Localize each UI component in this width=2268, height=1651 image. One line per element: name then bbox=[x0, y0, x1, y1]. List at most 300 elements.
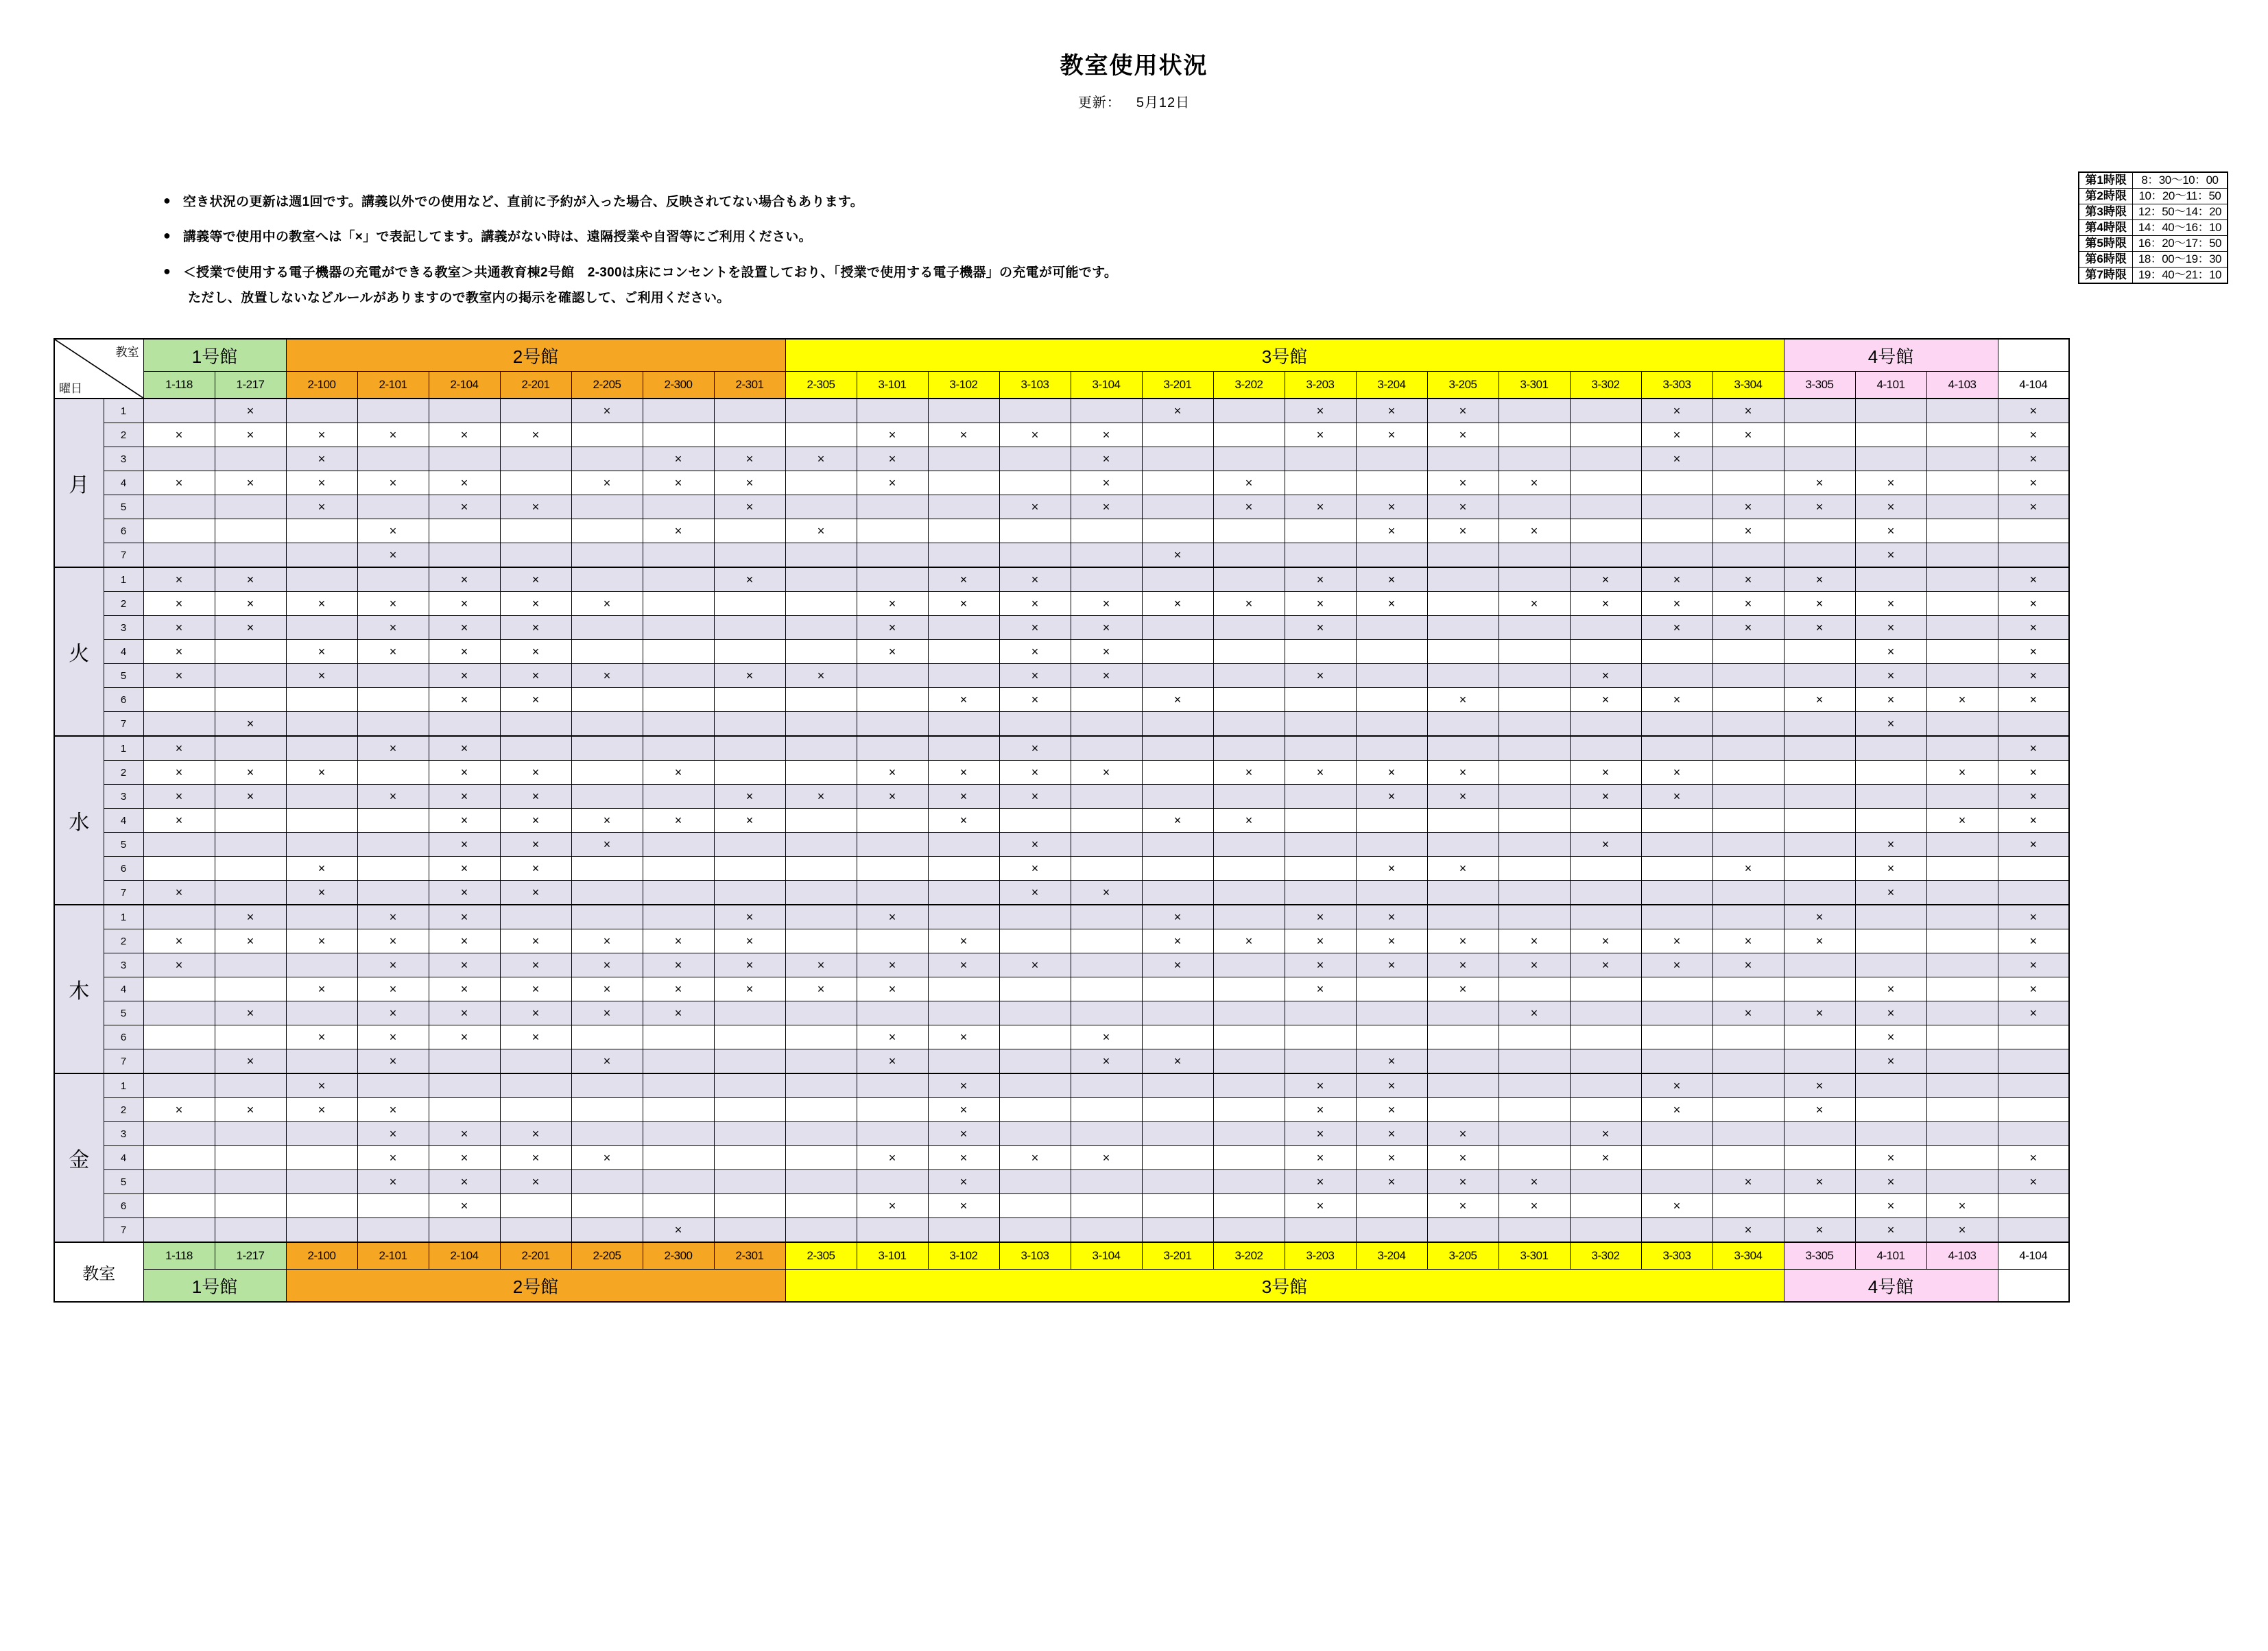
usage-cell bbox=[1142, 736, 1213, 761]
usage-cell bbox=[1499, 1098, 1570, 1122]
period-legend-row bbox=[2079, 236, 2228, 252]
usage-cell: × bbox=[643, 471, 714, 495]
usage-cell bbox=[1855, 423, 1926, 447]
usage-cell: × bbox=[1570, 664, 1641, 688]
usage-cell bbox=[357, 495, 429, 519]
usage-cell bbox=[1499, 712, 1570, 737]
usage-cell bbox=[714, 857, 785, 881]
usage-cell bbox=[1142, 785, 1213, 809]
room-header-3-201: 3-201 bbox=[1142, 372, 1213, 399]
usage-cell bbox=[1285, 471, 1356, 495]
usage-cell bbox=[1784, 399, 1855, 423]
usage-cell bbox=[857, 1218, 928, 1243]
room-header-3-204: 3-204 bbox=[1356, 372, 1427, 399]
usage-cell bbox=[1926, 543, 1998, 568]
usage-cell: × bbox=[1855, 471, 1926, 495]
usage-cell bbox=[785, 1049, 857, 1074]
usage-cell bbox=[143, 1122, 215, 1146]
usage-cell: × bbox=[286, 664, 357, 688]
usage-cell: × bbox=[857, 953, 928, 977]
usage-cell: × bbox=[785, 664, 857, 688]
usage-cell bbox=[571, 519, 643, 543]
period-legend-time: 8：30～10：00 bbox=[2132, 172, 2228, 189]
usage-cell bbox=[643, 785, 714, 809]
usage-cell bbox=[1570, 881, 1641, 905]
usage-cell bbox=[1926, 1098, 1998, 1122]
usage-cell bbox=[714, 761, 785, 785]
usage-cell: × bbox=[1712, 953, 1784, 977]
usage-cell bbox=[643, 1194, 714, 1218]
usage-cell bbox=[215, 736, 286, 761]
usage-cell bbox=[857, 929, 928, 953]
usage-cell bbox=[1712, 905, 1784, 929]
usage-cell bbox=[1427, 1001, 1499, 1025]
usage-cell: × bbox=[1071, 1049, 1142, 1074]
usage-cell bbox=[1855, 1098, 1926, 1122]
usage-cell: × bbox=[571, 1049, 643, 1074]
usage-cell: × bbox=[215, 399, 286, 423]
usage-cell bbox=[1641, 640, 1712, 664]
usage-cell bbox=[1285, 809, 1356, 833]
room-header-3-302: 3-302 bbox=[1570, 372, 1641, 399]
usage-cell: × bbox=[357, 1098, 429, 1122]
usage-cell bbox=[1641, 712, 1712, 737]
usage-cell bbox=[1926, 423, 1998, 447]
usage-cell: × bbox=[1712, 1001, 1784, 1025]
usage-cell: × bbox=[143, 1098, 215, 1122]
usage-cell: × bbox=[1356, 495, 1427, 519]
usage-cell bbox=[857, 736, 928, 761]
usage-cell bbox=[1926, 471, 1998, 495]
usage-cell: × bbox=[1784, 929, 1855, 953]
usage-cell bbox=[1071, 736, 1142, 761]
usage-cell bbox=[571, 447, 643, 471]
usage-cell bbox=[1784, 1194, 1855, 1218]
usage-cell: × bbox=[357, 519, 429, 543]
usage-cell bbox=[1570, 616, 1641, 640]
usage-cell: × bbox=[1499, 592, 1570, 616]
usage-cell: × bbox=[857, 761, 928, 785]
usage-cell bbox=[1998, 519, 2069, 543]
usage-cell bbox=[1926, 1001, 1998, 1025]
usage-cell: × bbox=[1784, 1170, 1855, 1194]
usage-cell bbox=[286, 1218, 357, 1243]
usage-cell: × bbox=[714, 785, 785, 809]
period-label: 1 bbox=[104, 905, 143, 929]
day-label-水: 水 bbox=[54, 736, 104, 905]
usage-cell: × bbox=[1142, 592, 1213, 616]
usage-cell bbox=[143, 1194, 215, 1218]
usage-cell: × bbox=[429, 567, 500, 592]
usage-cell bbox=[1712, 1073, 1784, 1098]
usage-cell bbox=[143, 1049, 215, 1074]
footer-room-header-2-100: 2-100 bbox=[286, 1242, 357, 1270]
footer-room-header-1-118: 1-118 bbox=[143, 1242, 215, 1270]
usage-cell bbox=[1926, 736, 1998, 761]
usage-cell: × bbox=[500, 953, 571, 977]
usage-cell bbox=[286, 543, 357, 568]
bullet-icon: ● bbox=[163, 193, 171, 207]
usage-cell bbox=[1427, 833, 1499, 857]
usage-cell: × bbox=[1356, 761, 1427, 785]
usage-cell bbox=[143, 399, 215, 423]
usage-cell bbox=[286, 567, 357, 592]
usage-cell: × bbox=[857, 423, 928, 447]
usage-cell: × bbox=[500, 977, 571, 1001]
usage-cell bbox=[1926, 1146, 1998, 1170]
usage-cell bbox=[143, 833, 215, 857]
usage-cell bbox=[1285, 543, 1356, 568]
usage-cell bbox=[1784, 736, 1855, 761]
usage-cell bbox=[1499, 736, 1570, 761]
room-header-3-104: 3-104 bbox=[1071, 372, 1142, 399]
usage-cell bbox=[1641, 664, 1712, 688]
usage-cell bbox=[1784, 977, 1855, 1001]
usage-cell: × bbox=[1998, 785, 2069, 809]
usage-cell bbox=[999, 929, 1071, 953]
usage-cell bbox=[1784, 857, 1855, 881]
usage-cell: × bbox=[928, 1025, 999, 1049]
usage-cell bbox=[1356, 616, 1427, 640]
usage-cell bbox=[1213, 953, 1285, 977]
usage-cell bbox=[1570, 857, 1641, 881]
usage-cell: × bbox=[500, 640, 571, 664]
usage-cell: × bbox=[1998, 1146, 2069, 1170]
usage-cell bbox=[1570, 1049, 1641, 1074]
period-label: 3 bbox=[104, 785, 143, 809]
usage-cell bbox=[1356, 447, 1427, 471]
usage-cell bbox=[1213, 567, 1285, 592]
usage-cell bbox=[429, 399, 500, 423]
usage-cell bbox=[1071, 1218, 1142, 1243]
usage-cell: × bbox=[1356, 1049, 1427, 1074]
building-header-4: 4号館 bbox=[1784, 339, 1998, 372]
usage-cell: × bbox=[215, 423, 286, 447]
usage-cell: × bbox=[1071, 1146, 1142, 1170]
usage-cell: × bbox=[999, 592, 1071, 616]
usage-cell bbox=[143, 1218, 215, 1243]
usage-cell: × bbox=[500, 495, 571, 519]
usage-cell bbox=[643, 616, 714, 640]
usage-cell bbox=[1285, 712, 1356, 737]
usage-cell: × bbox=[1998, 495, 2069, 519]
usage-cell bbox=[286, 399, 357, 423]
usage-cell: × bbox=[1213, 809, 1285, 833]
usage-cell bbox=[143, 543, 215, 568]
usage-cell bbox=[643, 1098, 714, 1122]
usage-cell bbox=[785, 1122, 857, 1146]
usage-cell bbox=[1926, 1049, 1998, 1074]
usage-cell bbox=[215, 857, 286, 881]
usage-cell bbox=[1998, 881, 2069, 905]
usage-cell bbox=[1998, 1194, 2069, 1218]
period-legend-name: 第1時限 bbox=[2079, 172, 2132, 189]
usage-cell bbox=[1998, 712, 2069, 737]
usage-cell bbox=[143, 519, 215, 543]
usage-cell bbox=[215, 881, 286, 905]
usage-cell: × bbox=[429, 471, 500, 495]
usage-cell: × bbox=[1641, 567, 1712, 592]
usage-grid bbox=[53, 338, 2070, 1303]
usage-cell bbox=[1427, 447, 1499, 471]
usage-cell bbox=[999, 1194, 1071, 1218]
usage-cell bbox=[1499, 1049, 1570, 1074]
usage-cell bbox=[1712, 1049, 1784, 1074]
usage-cell bbox=[643, 881, 714, 905]
usage-cell bbox=[286, 1170, 357, 1194]
usage-cell: × bbox=[1142, 953, 1213, 977]
usage-cell: × bbox=[1356, 905, 1427, 929]
usage-cell: × bbox=[1285, 592, 1356, 616]
usage-cell: × bbox=[1855, 1049, 1926, 1074]
usage-cell: × bbox=[1712, 592, 1784, 616]
period-legend-name: 第2時限 bbox=[2079, 189, 2132, 204]
usage-cell: × bbox=[1855, 857, 1926, 881]
usage-cell bbox=[999, 1098, 1071, 1122]
usage-cell bbox=[643, 495, 714, 519]
usage-cell bbox=[1071, 977, 1142, 1001]
usage-cell bbox=[1356, 543, 1427, 568]
usage-cell: × bbox=[1998, 833, 2069, 857]
usage-cell bbox=[143, 1073, 215, 1098]
usage-cell: × bbox=[643, 447, 714, 471]
usage-cell bbox=[1855, 447, 1926, 471]
usage-cell bbox=[571, 543, 643, 568]
room-header-3-101: 3-101 bbox=[857, 372, 928, 399]
period-label: 6 bbox=[104, 1025, 143, 1049]
usage-cell bbox=[429, 543, 500, 568]
usage-cell: × bbox=[1071, 592, 1142, 616]
usage-cell: × bbox=[999, 857, 1071, 881]
usage-cell bbox=[357, 1218, 429, 1243]
period-legend-row bbox=[2079, 204, 2228, 220]
usage-cell bbox=[1285, 1001, 1356, 1025]
usage-cell bbox=[1570, 1025, 1641, 1049]
usage-cell bbox=[1142, 1073, 1213, 1098]
usage-cell bbox=[1356, 1025, 1427, 1049]
usage-cell bbox=[1142, 1194, 1213, 1218]
usage-cell bbox=[215, 809, 286, 833]
usage-cell bbox=[1213, 881, 1285, 905]
usage-cell: × bbox=[1712, 857, 1784, 881]
usage-cell bbox=[1998, 1073, 2069, 1098]
table-row bbox=[54, 977, 2069, 1001]
usage-cell bbox=[1926, 399, 1998, 423]
footer-room-header-3-203: 3-203 bbox=[1285, 1242, 1356, 1270]
usage-cell bbox=[1427, 736, 1499, 761]
usage-cell: × bbox=[857, 785, 928, 809]
usage-cell bbox=[357, 712, 429, 737]
usage-cell: × bbox=[429, 640, 500, 664]
period-label: 5 bbox=[104, 664, 143, 688]
building-header-3: 3号館 bbox=[785, 339, 1784, 372]
usage-cell bbox=[1427, 567, 1499, 592]
usage-cell bbox=[429, 1073, 500, 1098]
usage-cell bbox=[1213, 688, 1285, 712]
usage-cell bbox=[1712, 1194, 1784, 1218]
period-label: 4 bbox=[104, 1146, 143, 1170]
period-legend-row bbox=[2079, 172, 2228, 189]
usage-cell: × bbox=[1784, 616, 1855, 640]
usage-cell bbox=[1142, 495, 1213, 519]
usage-cell bbox=[1142, 447, 1213, 471]
table-row bbox=[54, 423, 2069, 447]
room-header-4-101: 4-101 bbox=[1855, 372, 1926, 399]
table-row bbox=[54, 953, 2069, 977]
footer-room-header-3-304: 3-304 bbox=[1712, 1242, 1784, 1270]
usage-cell bbox=[143, 1025, 215, 1049]
usage-cell: × bbox=[714, 953, 785, 977]
usage-cell bbox=[1570, 399, 1641, 423]
usage-cell bbox=[714, 423, 785, 447]
table-row bbox=[54, 1073, 2069, 1098]
usage-cell: × bbox=[429, 1122, 500, 1146]
usage-cell bbox=[714, 1025, 785, 1049]
usage-cell bbox=[1285, 519, 1356, 543]
usage-cell: × bbox=[1499, 1001, 1570, 1025]
usage-cell bbox=[1142, 519, 1213, 543]
period-legend-time: 16：20～17：50 bbox=[2132, 236, 2228, 252]
usage-cell: × bbox=[1570, 761, 1641, 785]
usage-cell: × bbox=[785, 447, 857, 471]
usage-cell bbox=[143, 712, 215, 737]
usage-cell bbox=[1071, 833, 1142, 857]
usage-cell bbox=[571, 1194, 643, 1218]
usage-cell bbox=[500, 1218, 571, 1243]
period-label: 5 bbox=[104, 833, 143, 857]
usage-cell: × bbox=[429, 857, 500, 881]
usage-cell bbox=[999, 1122, 1071, 1146]
usage-cell: × bbox=[1998, 905, 2069, 929]
usage-cell bbox=[1855, 1073, 1926, 1098]
usage-cell: × bbox=[500, 1146, 571, 1170]
usage-cell: × bbox=[571, 809, 643, 833]
usage-cell: × bbox=[999, 1146, 1071, 1170]
usage-cell: × bbox=[1712, 567, 1784, 592]
usage-cell bbox=[215, 447, 286, 471]
usage-cell bbox=[571, 881, 643, 905]
period-label: 2 bbox=[104, 761, 143, 785]
usage-cell bbox=[1427, 543, 1499, 568]
usage-cell bbox=[1712, 712, 1784, 737]
usage-cell bbox=[1071, 712, 1142, 737]
page-title: 教室使用状況 bbox=[1060, 53, 1208, 79]
usage-cell bbox=[1784, 664, 1855, 688]
usage-cell bbox=[714, 1073, 785, 1098]
usage-cell bbox=[1499, 905, 1570, 929]
usage-cell: × bbox=[1356, 519, 1427, 543]
usage-cell: × bbox=[1071, 447, 1142, 471]
usage-cell bbox=[1356, 664, 1427, 688]
usage-cell bbox=[928, 833, 999, 857]
usage-cell bbox=[714, 1194, 785, 1218]
usage-cell bbox=[928, 712, 999, 737]
usage-cell bbox=[785, 761, 857, 785]
usage-cell bbox=[1712, 761, 1784, 785]
table-row bbox=[54, 543, 2069, 568]
usage-cell: × bbox=[571, 977, 643, 1001]
usage-cell: × bbox=[357, 1049, 429, 1074]
usage-cell bbox=[1784, 809, 1855, 833]
usage-cell: × bbox=[928, 953, 999, 977]
usage-cell bbox=[1570, 519, 1641, 543]
usage-cell: × bbox=[1570, 567, 1641, 592]
usage-cell: × bbox=[1784, 1098, 1855, 1122]
usage-cell: × bbox=[857, 616, 928, 640]
grid-room-header-row bbox=[54, 372, 2069, 399]
usage-cell bbox=[1142, 712, 1213, 737]
usage-cell bbox=[1926, 447, 1998, 471]
usage-cell bbox=[571, 616, 643, 640]
usage-cell bbox=[1499, 640, 1570, 664]
usage-cell bbox=[1142, 640, 1213, 664]
usage-cell bbox=[714, 833, 785, 857]
usage-cell: × bbox=[857, 640, 928, 664]
usage-cell bbox=[1213, 1122, 1285, 1146]
period-label: 6 bbox=[104, 1194, 143, 1218]
usage-cell: × bbox=[1142, 543, 1213, 568]
usage-cell: × bbox=[1356, 1098, 1427, 1122]
usage-cell bbox=[1427, 881, 1499, 905]
usage-cell bbox=[928, 519, 999, 543]
usage-cell bbox=[357, 857, 429, 881]
table-row bbox=[54, 664, 2069, 688]
usage-cell bbox=[1213, 1218, 1285, 1243]
usage-cell: × bbox=[1213, 929, 1285, 953]
usage-cell bbox=[143, 1146, 215, 1170]
usage-cell bbox=[1712, 664, 1784, 688]
usage-cell bbox=[928, 1049, 999, 1074]
usage-cell bbox=[357, 1194, 429, 1218]
usage-cell: × bbox=[999, 567, 1071, 592]
footer-room-header-3-102: 3-102 bbox=[928, 1242, 999, 1270]
usage-cell: × bbox=[357, 1001, 429, 1025]
usage-cell: × bbox=[928, 567, 999, 592]
usage-cell: × bbox=[714, 664, 785, 688]
usage-cell: × bbox=[1427, 761, 1499, 785]
usage-cell bbox=[1998, 1049, 2069, 1074]
usage-cell: × bbox=[928, 592, 999, 616]
usage-cell: × bbox=[785, 519, 857, 543]
usage-cell bbox=[286, 1049, 357, 1074]
usage-cell bbox=[1356, 1194, 1427, 1218]
usage-cell bbox=[785, 1194, 857, 1218]
room-header-3-203: 3-203 bbox=[1285, 372, 1356, 399]
usage-cell bbox=[1499, 1025, 1570, 1049]
usage-cell bbox=[1784, 447, 1855, 471]
usage-cell bbox=[1499, 809, 1570, 833]
usage-cell bbox=[1071, 1001, 1142, 1025]
usage-cell bbox=[714, 881, 785, 905]
usage-cell bbox=[999, 712, 1071, 737]
usage-cell: × bbox=[1641, 1073, 1712, 1098]
usage-cell bbox=[571, 688, 643, 712]
usage-cell bbox=[1499, 664, 1570, 688]
usage-cell: × bbox=[1570, 592, 1641, 616]
usage-cell: × bbox=[1427, 688, 1499, 712]
usage-cell: × bbox=[500, 881, 571, 905]
note-text: ＜授業で使用する電子機器の充電ができる教室＞共通教育棟2号館 2-300は床にコンセントを設置しており、「授業で使用する電子機器」の充電が可能です。 bbox=[182, 265, 1118, 280]
usage-cell bbox=[999, 1170, 1071, 1194]
usage-cell bbox=[1285, 736, 1356, 761]
period-legend-row bbox=[2079, 252, 2228, 268]
usage-cell: × bbox=[999, 953, 1071, 977]
usage-cell bbox=[1998, 1098, 2069, 1122]
usage-cell: × bbox=[500, 616, 571, 640]
usage-cell bbox=[357, 833, 429, 857]
usage-cell: × bbox=[1285, 423, 1356, 447]
usage-cell bbox=[215, 543, 286, 568]
